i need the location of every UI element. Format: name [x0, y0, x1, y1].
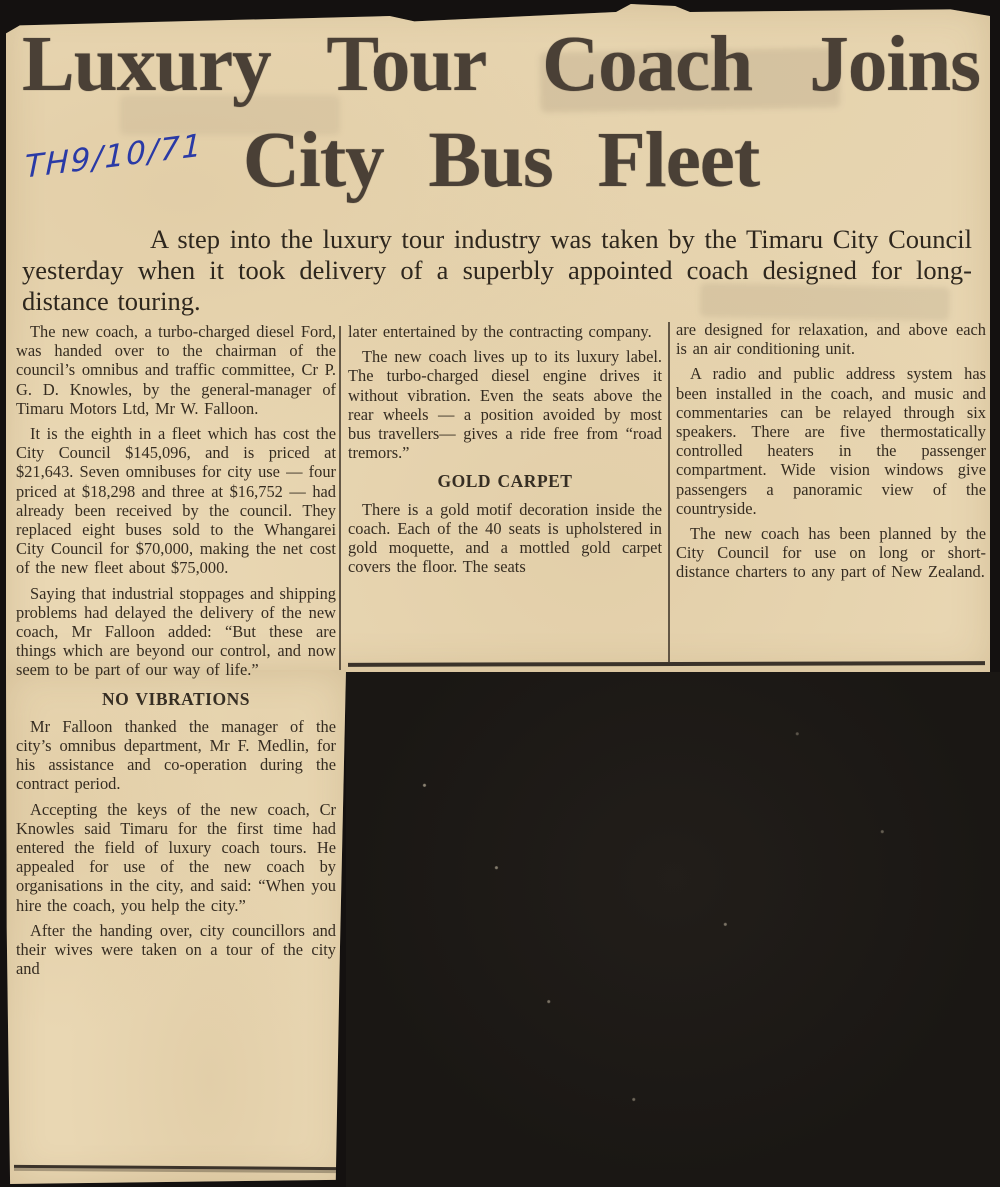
lede-paragraph: A step into the luxury tour industry was taken by the Timaru City Council yesterday when it took delivery of a superbly appointed coach designed for long-distance touring. [22, 224, 972, 316]
column-1 [16, 322, 336, 985]
dark-photo-area [346, 672, 1000, 1187]
column-3 [676, 320, 986, 664]
handwritten-date-annotation: TH9/10/71 [24, 127, 204, 186]
paragraph: Saying that industrial stoppages and shipping problems had delayed the delivery of the new coach, Mr Falloon added: “But these are things which are beyond our control, and now seem to be part of our way of life.” [16, 583, 336, 680]
paragraph: A radio and public address system has been installed in the coach, and music and commentaries can be relayed through six speakers. There are five thermostatically controlled heaters in the passenger compartment. Wide vision windows give passengers a panoramic view of the countryside. [676, 364, 986, 518]
paragraph: There is a gold motif decoration inside the coach. Each of the 40 seats is upholstered in gold moquette, and a mottled gold carpet covers the floor. The seats [348, 499, 662, 577]
column-divider-2 [668, 322, 670, 662]
headline-line-1: Luxury Tour Coach Joins [22, 21, 980, 108]
headline-line-2: City Bus Fleet [242, 117, 760, 204]
paragraph: The new coach has been planned by the City Council for use on long or short-distance charters to any part of New Zealand. [676, 524, 986, 582]
paragraph: After the handing over, city councillors and their wives were taken on a tour of the city and [16, 920, 336, 979]
paragraph: Mr Falloon thanked the manager of the city’s omnibus department, Mr F. Medlin, for his assistance and co-operation during the contract period. [16, 716, 336, 794]
paragraph: The new coach, a turbo-charged diesel Ford, was handed over to the chairman of the council’s omnibus and traffic committee, Cr P. G. D. Knowles, by the general-manager of Timaru Motors Ltd, Mr W. Falloon. [16, 322, 336, 418]
column-divider-1 [339, 326, 341, 670]
paragraph: later entertained by the contracting company. [348, 322, 652, 341]
subhead-gold-carpet: GOLD CARPET [437, 471, 573, 492]
paragraph: It is the eighth in a fleet which has cost the City Council $145,096, and is priced at $21,643. Seven omnibuses for city use — four priced at $18,298 and three at $16,752 — had already been received by the council. They replaced eight buses sold to the Whangarei City Council for $70,000, making the net cost of the new fleet about $75,000. [16, 424, 336, 578]
paragraph: are designed for relaxation, and above each is an air conditioning unit. [676, 320, 986, 359]
paragraph: Accepting the keys of the new coach, Cr Knowles said Timaru for the first time had entered the field of luxury coach tours. He appealed for use of the new coach by organisations in the city, and said: “When you hire the coach, you help the city.” [16, 799, 336, 915]
column-2 [348, 322, 662, 662]
subhead-no-vibrations: NO VIBRATIONS [102, 688, 250, 709]
paragraph: The new coach lives up to its luxury label. The turbo-charged diesel engine drives it without vibration. Even the seats above the rear wheels — a position avoided by most bus travellers— gives a ride free from “road tremors.” [348, 347, 662, 463]
